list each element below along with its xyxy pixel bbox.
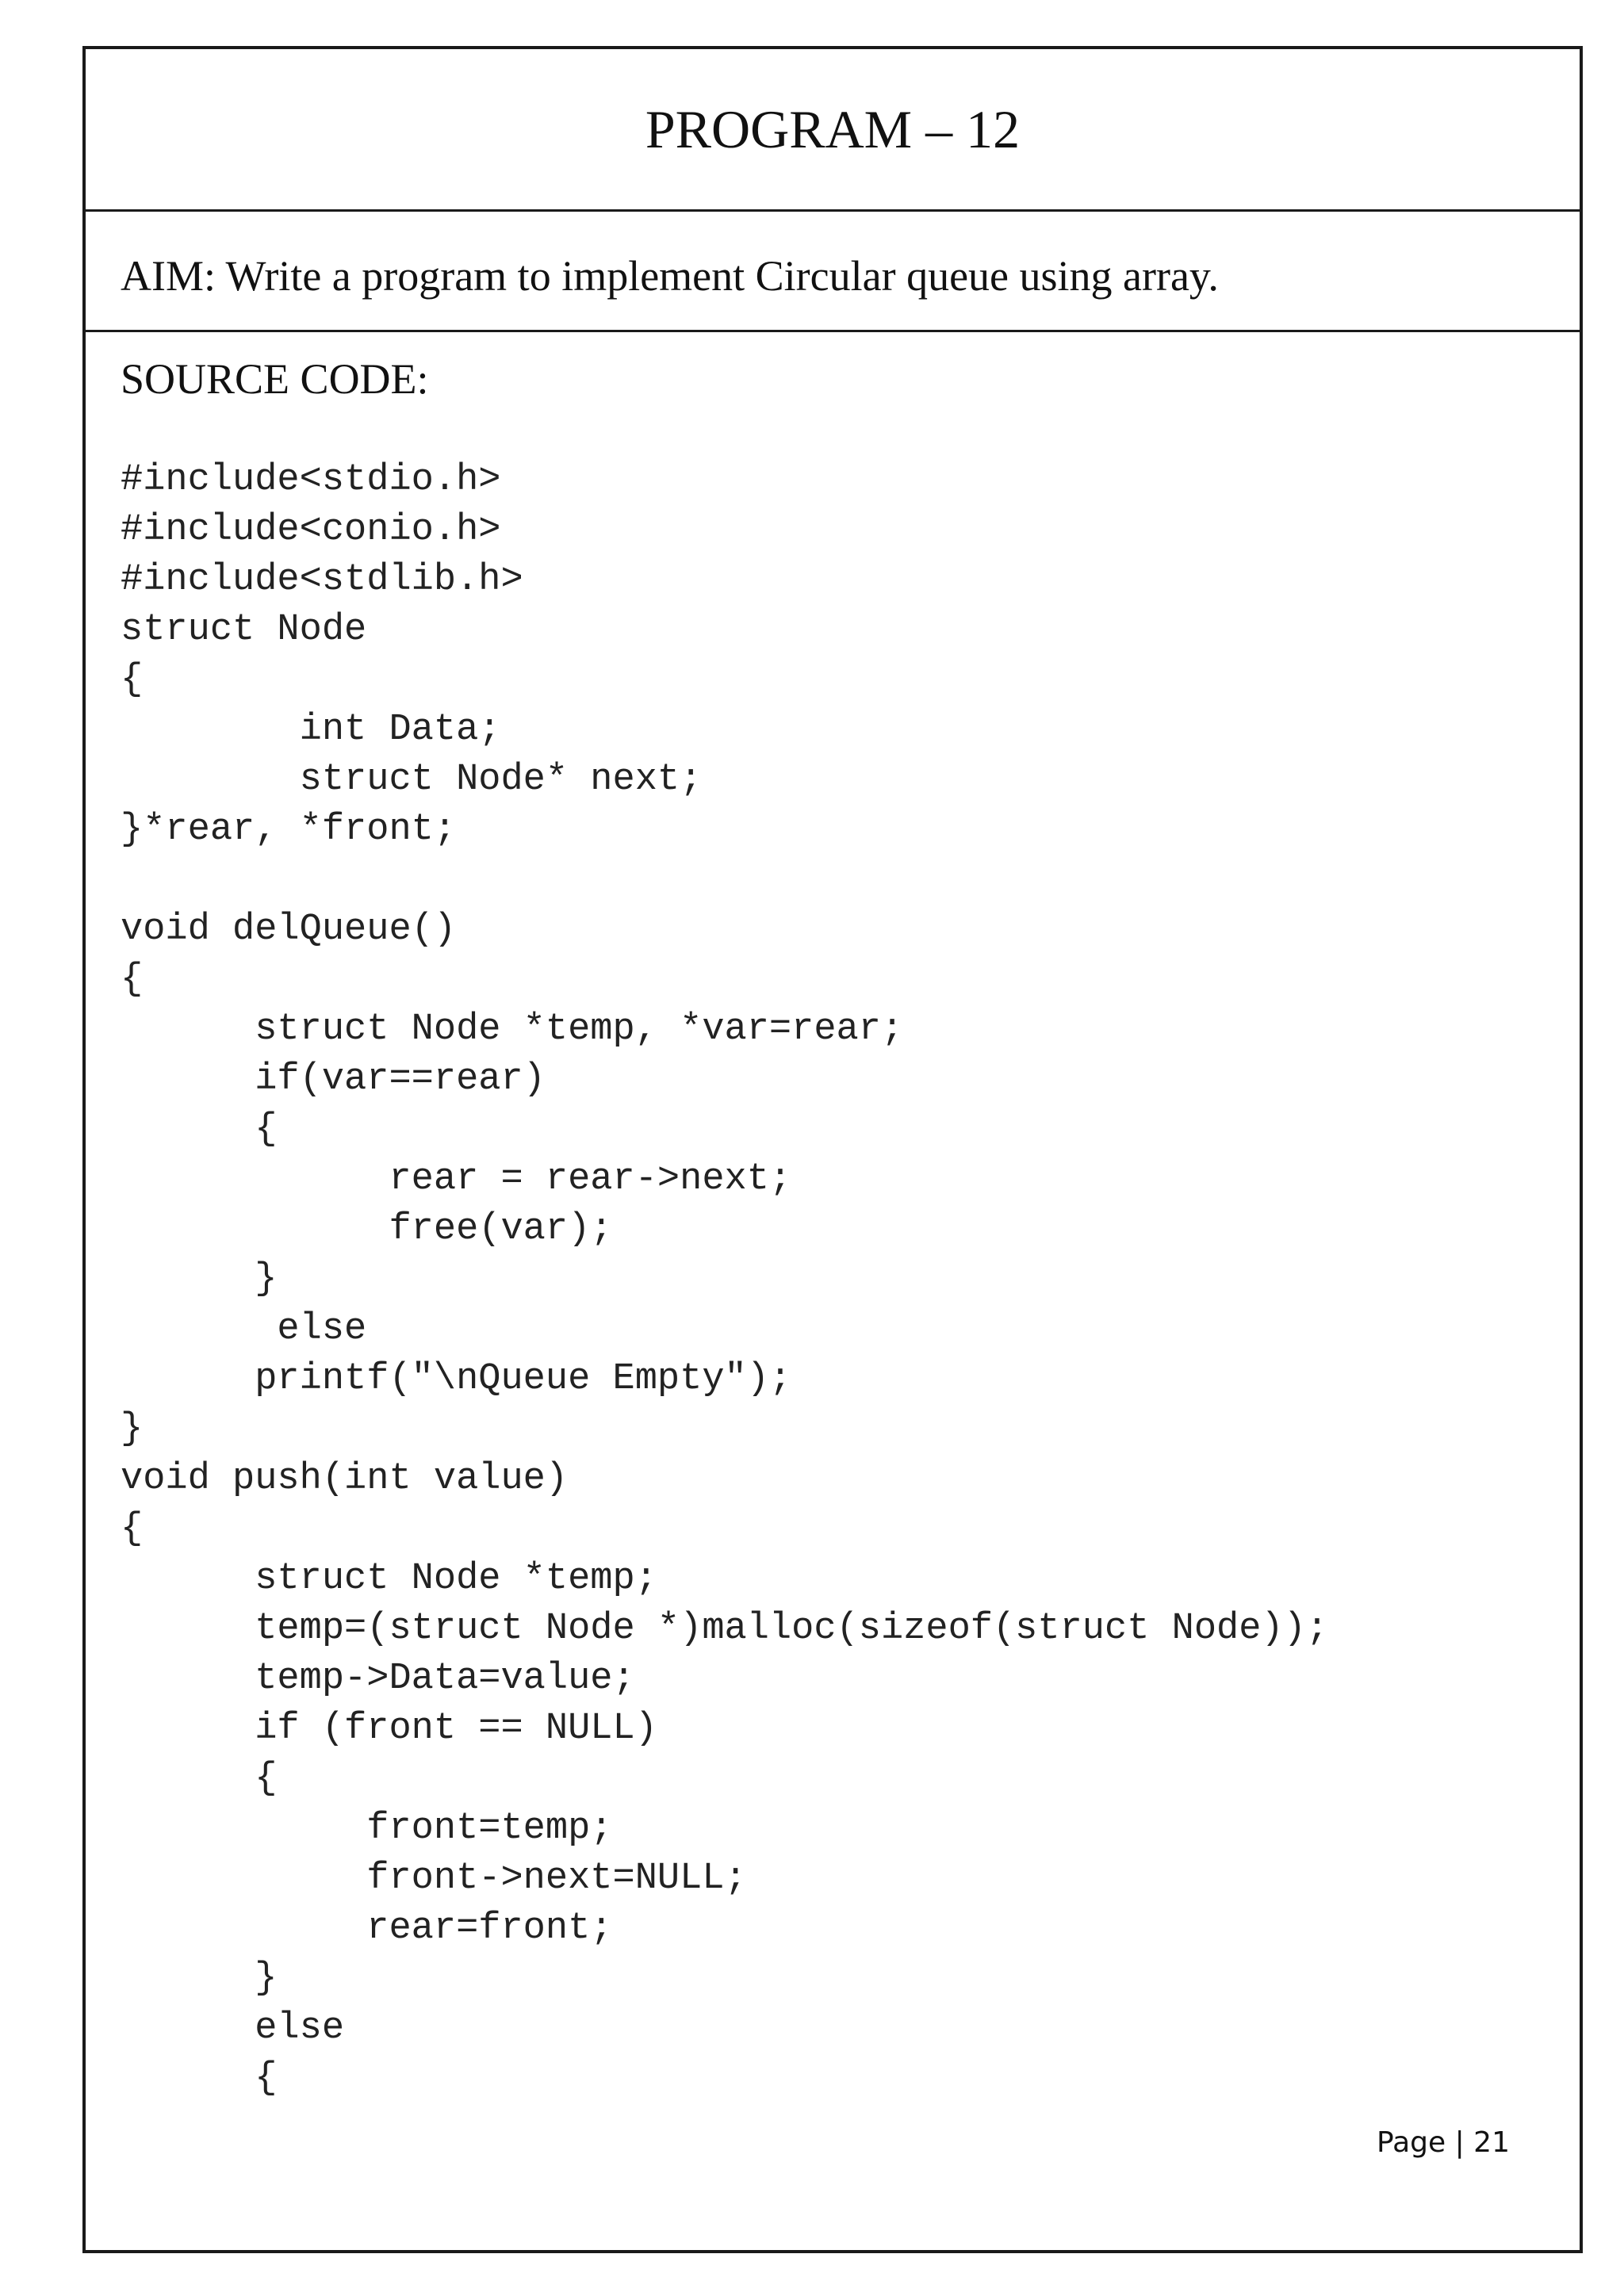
- code-line: {: [121, 1108, 278, 1150]
- code-line: int Data;: [121, 709, 501, 751]
- code-line: #include<stdio.h>: [121, 459, 501, 501]
- code-line: temp=(struct Node *)malloc(sizeof(struct Node));: [121, 1608, 1329, 1650]
- page-frame: [82, 46, 1583, 2253]
- code-line: void delQueue(): [121, 909, 457, 951]
- program-title: PROGRAM – 12: [645, 99, 1021, 159]
- code-line: free(var);: [121, 1208, 613, 1250]
- code-line: }*rear, *front;: [121, 809, 457, 851]
- code-line: [121, 855, 1328, 905]
- source-code-block: [121, 455, 1328, 2103]
- code-line: front=temp;: [121, 1808, 613, 1850]
- code-line: rear = rear->next;: [121, 1158, 792, 1200]
- code-line: }: [121, 1258, 278, 1300]
- code-line: front->next=NULL;: [121, 1858, 747, 1900]
- code-line: {: [121, 1508, 144, 1550]
- page-number: Page | 21: [1377, 2126, 1510, 2159]
- code-line: {: [121, 1758, 278, 1800]
- title-divider: [86, 209, 1580, 212]
- code-line: void push(int value): [121, 1458, 569, 1500]
- code-line: #include<conio.h>: [121, 509, 501, 551]
- code-line: {: [121, 959, 144, 1001]
- code-line: }: [121, 1957, 278, 1999]
- code-line: struct Node: [121, 609, 367, 651]
- code-line: if (front == NULL): [121, 1708, 657, 1750]
- code-line: {: [121, 2057, 278, 2099]
- code-line: else: [121, 1308, 367, 1350]
- code-line: {: [121, 659, 144, 701]
- code-line: #include<stdlib.h>: [121, 559, 523, 601]
- code-line: }: [121, 1408, 144, 1450]
- code-line: printf("\nQueue Empty");: [121, 1358, 792, 1400]
- aim-divider: [86, 330, 1580, 332]
- code-line: struct Node *temp;: [121, 1558, 657, 1600]
- aim-statement: AIM: Write a program to implement Circular queue using array.: [121, 252, 1219, 300]
- code-line: else: [121, 2007, 345, 2049]
- code-line: temp->Data=value;: [121, 1658, 635, 1700]
- code-line: struct Node* next;: [121, 759, 703, 801]
- code-line: if(var==rear): [121, 1058, 546, 1100]
- source-code-heading: SOURCE CODE:: [121, 355, 429, 403]
- code-line: rear=front;: [121, 1908, 613, 1950]
- code-line: struct Node *temp, *var=rear;: [121, 1008, 904, 1050]
